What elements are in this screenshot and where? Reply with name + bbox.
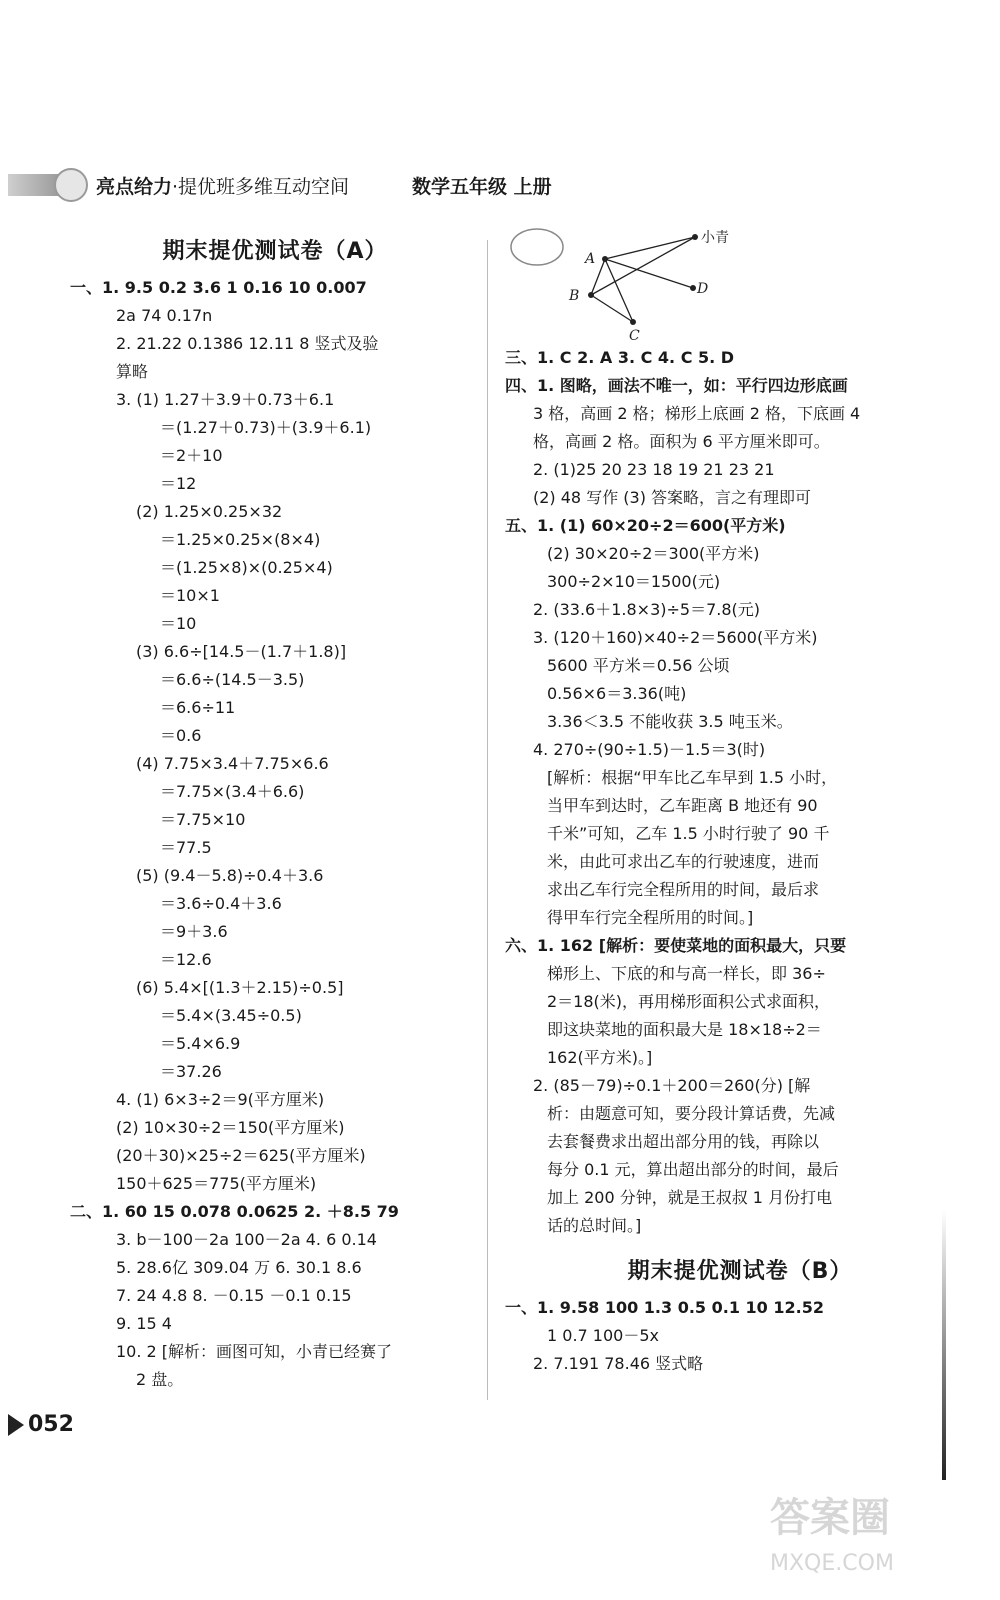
answer-line: (3) 6.6÷[14.5－(1.7＋1.8)] — [136, 642, 347, 661]
point-marker — [588, 292, 594, 298]
answer-line: 算略 — [116, 362, 149, 381]
brand-logo-icon — [54, 168, 88, 202]
answer-line: 六、1. 162 [解析：要使菜地的面积最大，只要 — [505, 936, 847, 955]
answer-line: 2. 7.191 78.46 竖式略 — [533, 1354, 704, 1373]
watermark-text: 答案圈 — [770, 1495, 890, 1541]
answer-line: (4) 7.75×3.4＋7.75×6.6 — [136, 754, 329, 773]
sticker-icon — [511, 229, 563, 265]
answer-line: 4. 270÷(90÷1.5)－1.5＝3(时) — [533, 740, 766, 759]
analysis-line: 每分 0.1 元，算出超出部分的时间，最后 — [547, 1160, 839, 1179]
answer-line: ＝0.6 — [160, 726, 202, 745]
analysis-line: 梯形上、下底的和与高一样长，即 36÷ — [547, 964, 826, 983]
answer-line: ＝7.75×10 — [160, 810, 246, 829]
subject-label: 数学五年级 上册 — [412, 176, 552, 198]
answer-line: (2) 10×30÷2＝150(平方厘米) — [116, 1118, 345, 1137]
answer-line: 三、1. C 2. A 3. C 4. C 5. D — [505, 348, 735, 367]
brand-name: 亮点给力 — [96, 176, 173, 198]
analysis-line: 得甲车行完全程所用的时间。] — [547, 908, 754, 927]
answer-line: 10. 2 [解析：画图可知，小青已经赛了 — [116, 1342, 393, 1361]
answer-line: 3.36＜3.5 不能收获 3.5 吨玉米。 — [547, 712, 793, 731]
answer-line: ＝12 — [160, 474, 197, 493]
brand-subtitle: ·提优班多维互动空间 — [172, 176, 350, 198]
answer-line: 3. (1) 1.27＋3.9＋0.73＋6.1 — [116, 390, 335, 409]
answer-line: 格，高画 2 格。面积为 6 平方厘米即可。 — [533, 432, 830, 451]
answer-line: 2 盘。 — [136, 1370, 184, 1389]
answer-line: 150＋625＝775(平方厘米) — [116, 1174, 317, 1193]
answer-line: ＝37.26 — [160, 1062, 222, 1081]
answer-line: 2a 74 0.17n — [116, 306, 213, 325]
page-number-text: 052 — [28, 1412, 74, 1437]
point-marker — [690, 285, 696, 291]
edge-line — [605, 237, 695, 259]
left-column — [70, 230, 480, 1394]
answer-line: (5) (9.4－5.8)÷0.4＋3.6 — [136, 866, 324, 885]
analysis-line: 去套餐费求出超出部分用的钱，再除以 — [547, 1132, 820, 1151]
analysis-line: 话的总时间。] — [547, 1216, 642, 1235]
analysis-line: 当甲车到达时，乙车距离 B 地还有 90 — [547, 796, 818, 815]
answer-line: 1 0.7 100－5x — [547, 1326, 659, 1345]
answer-line: (2) 30×20÷2＝300(平方米) — [547, 544, 760, 563]
match-diagram — [505, 225, 745, 345]
analysis-line: 米，由此可求出乙车的行驶速度，进而 — [547, 852, 820, 871]
page-spine-shadow — [942, 1210, 946, 1480]
watermark-url: MXQE.COM — [770, 1551, 894, 1576]
point-label: D — [697, 281, 709, 297]
edge-line — [591, 237, 695, 295]
watermark — [770, 1495, 990, 1595]
answer-line: 0.56×6＝3.36(吨) — [547, 684, 687, 703]
right-column — [505, 344, 975, 1378]
answer-line: ＝77.5 — [160, 838, 212, 857]
analysis-line: 2＝18(米)，再用梯形面积公式求面积， — [547, 992, 831, 1011]
page-arrow-icon — [8, 1414, 24, 1436]
answer-line: ＝2＋10 — [160, 446, 223, 465]
answer-line: 2. (1)25 20 23 18 19 21 23 21 — [533, 460, 775, 479]
answer-line: 5. 28.6亿 309.04 万 6. 30.1 8.6 — [116, 1258, 362, 1277]
answer-line: 4. (1) 6×3÷2＝9(平方厘米) — [116, 1090, 325, 1109]
answer-line: 2. (33.6＋1.8×3)÷5＝7.8(元) — [533, 600, 761, 619]
answer-line: 300÷2×10＝1500(元) — [547, 572, 721, 591]
header-bar — [8, 174, 60, 196]
analysis-line: [解析：根据“甲车比乙车早到 1.5 小时， — [547, 768, 838, 787]
point-marker — [630, 319, 636, 325]
answer-line: ＝10 — [160, 614, 197, 633]
answer-line: 3. (120＋160)×40÷2＝5600(平方米) — [533, 628, 818, 647]
answer-line: ＝1.25×0.25×(8×4) — [160, 530, 321, 549]
page-header — [8, 168, 608, 202]
section-title-b: 期末提优测试卷（B） — [627, 1259, 853, 1284]
answer-line: 3. b－100－2a 100－2a 4. 6 0.14 — [116, 1230, 377, 1249]
answer-line: ＝10×1 — [160, 586, 220, 605]
answer-line: ＝(1.27＋0.73)＋(3.9＋6.1) — [160, 418, 372, 437]
answer-line: ＝5.4×(3.45÷0.5) — [160, 1006, 302, 1025]
answer-line: 一、1. 9.5 0.2 3.6 1 0.16 10 0.007 — [70, 278, 367, 297]
answer-line: 四、1. 图略，画法不唯一，如：平行四边形底画 — [505, 376, 848, 395]
section-title-a: 期末提优测试卷（A） — [162, 239, 388, 264]
analysis-line: 即这块菜地的面积最大是 18×18÷2＝ — [547, 1020, 822, 1039]
answer-line: ＝7.75×(3.4＋6.6) — [160, 782, 305, 801]
answer-line: 一、1. 9.58 100 1.3 0.5 0.1 10 12.52 — [505, 1298, 824, 1317]
answer-line: ＝6.6÷(14.5－3.5) — [160, 670, 305, 689]
answer-line: ＝5.4×6.9 — [160, 1034, 241, 1053]
point-marker — [602, 256, 608, 262]
column-divider — [487, 240, 488, 1400]
page-number — [8, 1408, 74, 1442]
answer-line: 2. 21.22 0.1386 12.11 8 竖式及验 — [116, 334, 379, 353]
point-label: B — [569, 288, 580, 304]
point-marker — [692, 234, 698, 240]
answer-line: ＝3.6÷0.4＋3.6 — [160, 894, 282, 913]
answer-line: 9. 15 4 — [116, 1314, 172, 1333]
point-label: C — [629, 328, 640, 344]
answer-line: 2. (85－79)÷0.1＋200＝260(分) [解 — [533, 1076, 811, 1095]
answer-line: ＝(1.25×8)×(0.25×4) — [160, 558, 333, 577]
answer-line: ＝6.6÷11 — [160, 698, 236, 717]
analysis-line: 求出乙车行完全程所用的时间，最后求 — [547, 880, 820, 899]
answer-line: 7. 24 4.8 8. －0.15 －0.1 0.15 — [116, 1286, 352, 1305]
answer-line: (20＋30)×25÷2＝625(平方厘米) — [116, 1146, 366, 1165]
answer-line: 5600 平方米＝0.56 公顷 — [547, 656, 730, 675]
answer-line: 二、1. 60 15 0.078 0.0625 2. ＋8.5 79 — [70, 1202, 399, 1221]
analysis-line: 162(平方米)。] — [547, 1048, 653, 1067]
answer-line: 五、1. (1) 60×20÷2＝600(平方米) — [505, 516, 786, 535]
point-label: A — [585, 251, 596, 267]
answer-line: (2) 1.25×0.25×32 — [136, 502, 283, 521]
point-label: 小青 — [701, 230, 729, 246]
analysis-line: 加上 200 分钟，就是王叔叔 1 月份打电 — [547, 1188, 833, 1207]
diagram-svg — [505, 225, 745, 345]
brand-title — [96, 172, 349, 199]
answer-line: (2) 48 写作 (3) 答案略，言之有理即可 — [533, 488, 812, 507]
answer-line: (6) 5.4×[(1.3＋2.15)÷0.5] — [136, 978, 344, 997]
answer-line: 3 格，高画 2 格；梯形上底画 2 格，下底画 4 — [533, 404, 861, 423]
analysis-line: 千米”可知，乙车 1.5 小时行驶了 90 千 — [547, 824, 830, 843]
analysis-line: 析：由题意可知，要分段计算话费，先减 — [547, 1104, 836, 1123]
answer-line: ＝9＋3.6 — [160, 922, 228, 941]
answer-line: ＝12.6 — [160, 950, 212, 969]
